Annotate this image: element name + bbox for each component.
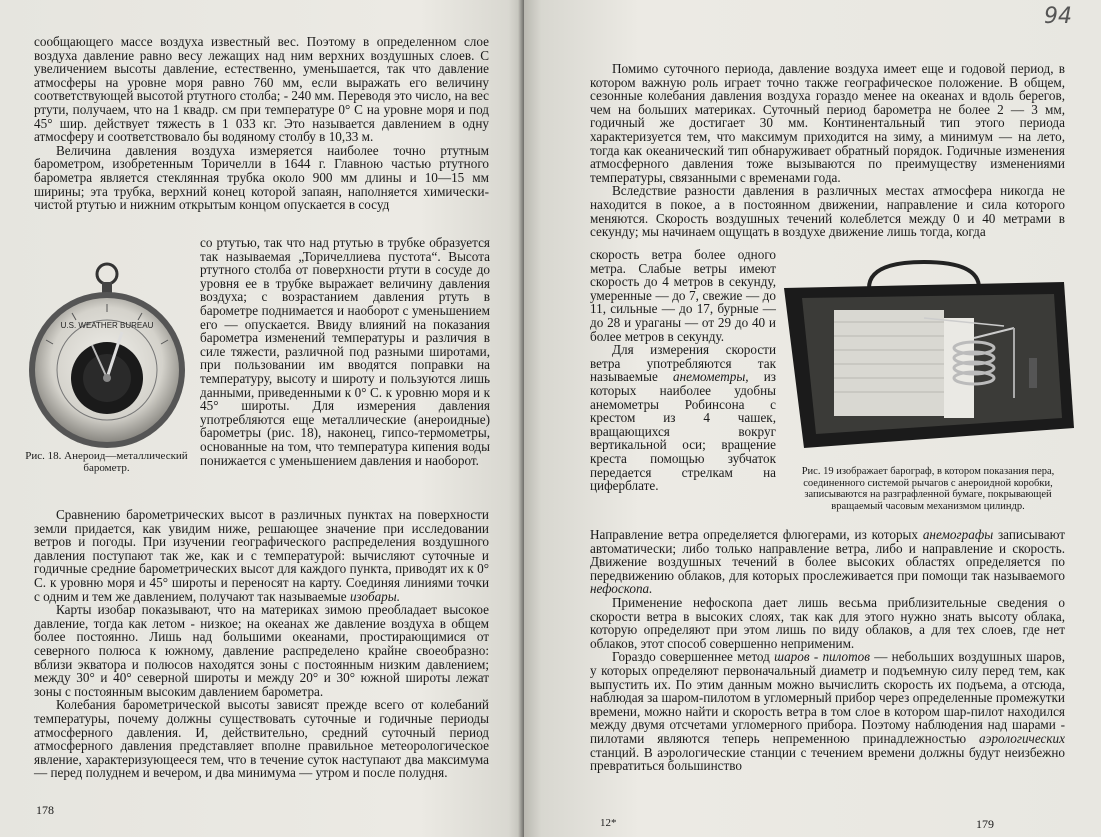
dial-label: U.S. WEATHER BUREAU <box>60 321 154 330</box>
paragraph: Карты изобар показывают, что на материках зимою преобладает высокое давление, тогда как летом - низкое; на океанах же давление воздуха в общем более постоянно. Лишь над большими океанами, простирающимися от северного полюса к южному, давление распределено крайне своеобразно: вблизи экватора и полюсов находятся зоны с постоянным низким давлением; между 30° и 40° северной широты и между 20° и 30° южной широты лежат зоны с постоянным высоким давлением барометра. <box>34 602 489 699</box>
right-top-text <box>590 62 1065 239</box>
paragraph <box>34 508 489 603</box>
left-bottom-text <box>34 508 489 780</box>
wrapped-text <box>200 236 490 467</box>
paragraph-text: Сравнению барометрических высот в различных пунктах на поверхности земли придается, как увидим ниже, решающее значение при исследовании ветров и погоды. При изучении географического распределения воздушного давления поступают так же, как и с температурой: вычисляют суточные и годичные средние барометрических высот для каждого пункта, приводят их к 0° С. к уровню моря и 45° широты и переносят на карту. Соединяя линиями точки с одним и тем же давлением, получают так называемые <box>34 507 489 604</box>
figure-caption: Рис. 18. Анероид—металлический барометр. <box>25 450 188 474</box>
term: шаров - пилотов <box>774 649 870 665</box>
paragraph: со ртутью, так что над ртутью в трубке образуется так называемая „Торичеллиева пустота“. Высота ртутного столба от поверхности ртути в сосуде до уровня ее в трубке выражает величину давления воздуха; с возрастанием давления ртуть в барометре поднимается и наоборот с уменьшением его — опускается. Ввиду влияний на показания барометра изменений температуры и различия в силе тяжести, различной под разными широтами, при пользовании им вводятся поправки на температуру, высоту и широту и пользуются лишь данными, приведенными к 0° С. к уровню моря и к 45° широты. Для измерения давления употребляются еще металлические (анероидные) барометры (рис. 18), наконец, гипсо-термометры, основанные на том, что температура кипения воды понижается с уменьшением давления и наоборот. <box>200 235 490 468</box>
paragraph: Величина давления воздуха измеряется наиболее точно ртутным барометром, изобретенным Торичелли в 1644 г. Главною частью ртутного барометра является стеклянная трубка около 900 мм длины и 10—15 мм ширины; эта трубка, верхний конец которой запаян, наполняется химически-чистой ртутью и нижним открытым концом опускается в сосуд <box>34 142 489 213</box>
left-top-text <box>34 35 489 212</box>
page-number: 178 <box>36 803 54 817</box>
paragraph: Помимо суточного периода, давление воздуха имеет еще и годовой период, в котором важную роль играет точно также географическое положение. В общем, сезонные колебания давления воздуха гораздо менее на океанах и вдоль берегов, чем на больших материках. Суточный период барометра не более 2 — 3 мм, годичный же достигает 30 мм. Континентальный тип этого периода характеризуется тем, что максимум приходится на зиму, а минимум — на лето, тогда как океанический тип обнаруживает обратный порядок. Годичные изменения атмосферного давления тоже вызываются по преимуществу изменениями температуры, связанными с временами года. <box>590 61 1065 185</box>
paragraph-text: станций. В аэрологические станции с течением времени должны будут неизбежно превратиться большинство <box>590 744 1065 774</box>
paragraph-text: Гораздо совершеннее метод <box>612 649 770 665</box>
paragraph <box>590 650 1065 772</box>
paragraph: Вследствие разности давления в различных местах атмосфера никогда не находится в покое, а в постоянном движении, направление и сила которого меняются. Скорость воздушных течений колеблется между 0 и 40 метрами в секунду; мы начинаем ощущать в воздухе движение лишь тогда, когда <box>590 183 1065 240</box>
term: анемографы <box>922 527 994 542</box>
paragraph: скорость ветра более одного метра. Слабые ветры имеют скорость до 4 метров в секунду, умеренные — до 7, свежие — до 11, сильные — до 17, бурные — до 28 и ураганы — от 29 до 40 и более метров в секунду. <box>590 247 776 344</box>
paragraph-text: Направление ветра определяется флюгерами, из которых <box>590 527 918 542</box>
paragraph: сообщающего массе воздуха известный вес. Поэтому в определенном слое воздуха давление равно весу лежащих над ним верхних воздушных слоев. С увеличением высоты давление, естественно, уменьшается, так что давление атмосферы на уровне моря равно 760 мм, если выражать его величину соответствующей высотой ртутного столба; - 240 мм. Переводя это число, на вес ртути, получаем, что на 1 квадр. см при температуре 0° С на уровне моря и под 45° шир. действует тяжесть в 1 033 кг. Это называется давлением в одну атмосферу и соответствовало бы водяному столбу в 10,33 м. <box>34 34 489 145</box>
narrow-column-text <box>590 248 776 493</box>
left-page <box>0 0 524 837</box>
barograph-figure <box>774 258 1078 458</box>
paragraph-text: записывают автоматически; либо только направление ветра, либо и направление и скорость. Движение воздушных течений в более высоких областях определяется по передвижению облаков, для которых прослеживается при помощи так называемого <box>590 527 1066 583</box>
right-page <box>524 0 1101 837</box>
paragraph: Применение нефоскопа дает лишь весьма приблизительные сведения о скорости ветра в высоких слоях, так как для этого нужно знать высоту облака, которую определяют при этом лишь по виду облаков, а для тех слоев, где нет облаков, этот способ совершенно неприменим. <box>590 594 1065 651</box>
signature-mark: 12* <box>600 817 617 829</box>
aneroid-barometer-figure <box>22 260 192 455</box>
paragraph-text: Для измерения скорости ветра употребляются так называемые <box>590 342 776 385</box>
paragraph <box>590 528 1065 596</box>
page-number: 179 <box>976 817 994 831</box>
paragraph: Колебания барометрической высоты зависят прежде всего от колебаний температуры, почему должны существовать суточные и годичные периоды атмосферного давления. И, действительно, средний суточный период атмосферного давления представляет вполне правильное метеорологическое явление, характеризующееся тем, что в течение суток наступают два максимума — перед полуднем и вечером, и два минимума — утром и после полудня. <box>34 697 489 781</box>
term: нефоскопа. <box>590 581 653 597</box>
paragraph <box>590 343 776 493</box>
term: аэрологических <box>979 730 1065 746</box>
handwritten-number: 94 <box>1044 4 1072 29</box>
figure-caption: Рис. 19 изображает барограф, в котором показания пера, соединенного системой рычагов с анероидной коробки, записываются на разграфленной бумаге, покрывающей вращаемый часовым механизмом цилиндр. <box>801 466 1055 512</box>
paragraph-text: из которых наиболее удобны анемометры Робинсона с крестом из 4 чашек, вращающихся вокруг вертикальной оси; вращение креста помощью зубчаток передается стрелкам на циферблате. <box>590 369 777 494</box>
term: изобары. <box>349 588 400 604</box>
paragraph-text: — небольших воздушных шаров, у которых определяют первоначальный диаметр и подъемную силу перед тем, как выпустить их. По этим данным можно вычислить скорость их подъема, а отсюда, наблюдая за шаром-пилотом в угломерный прибор через определенные промежутки времени, можно найти и скорость ветра в том слое в котором шар-пилот находился между двумя отсчетами угломерного прибора. Поэтому наблюдения над шарами - пилотами являются теперь непременною принадлежностью <box>590 649 1066 746</box>
term: анемометры, <box>672 369 749 385</box>
right-bottom-text <box>590 528 1065 773</box>
